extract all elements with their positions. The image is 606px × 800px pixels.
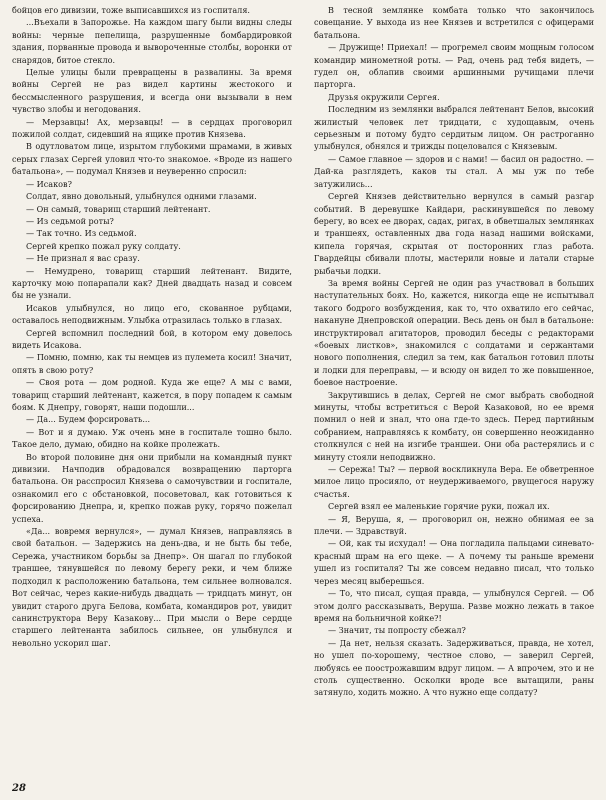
paragraph: — Так точно. Из седьмой. bbox=[26, 228, 137, 239]
paragraph: В одутловатом лице, изрытом глубокими шрамами, в живых серых глазах Сергей уловил что-то знакомое. «Вроде из нашего батальона», — подумал Князев и неуверенно спросил: bbox=[12, 141, 292, 177]
paragraph: В тесной землянке комбата только что закончилось совещание. У выхода из нее Князев и встретился с офицерами батальона. bbox=[314, 5, 594, 40]
paragraph: — Значит, ты попросту сбежал? bbox=[328, 625, 466, 636]
paragraph: — Исаков? bbox=[26, 178, 72, 189]
paragraph: «Да... вовремя вернулся», — думал Князев, направляясь в свой батальон. — Задержись на день-два, и не быть бы тебе, Сережа, участником борьбы за Днепр». Он шагал по глубокой траншее, тянувшейся по левому берегу реки, и чем ближе подходил к расположению батальона, тем сильнее волновался. Вот сейчас, через какие-нибудь двадцать — тридцать минут, он увидит старого друга Белова, комбата, командиров рот, увидит санинструктора Веру Казакову... При мысли о Вере сердце старшего лейтенанта забилось сильнее, он улыбнулся и невольно ускорил шаг. bbox=[12, 526, 292, 648]
paragraph: — Я, Веруша, я, — проговорил он, нежно обнимая ее за плечи. — Здравствуй. bbox=[314, 513, 594, 537]
paragraph: — Мерзавцы! Ах, мерзавцы! — в сердцах проговорил пожилой солдат, сидевший на ящике против Князева. bbox=[12, 116, 292, 140]
paragraph: Последним из землянки выбрался лейтенант Белов, высокий жилистый человек лет тридцати, с худощавым, очень серьезным и потому будто сердитым лицом. Он растроганно улыбнулся, обнялся и трижды поцеловался с Князевым. bbox=[314, 104, 594, 152]
paragraph: бойцов его дивизии, тоже выписавшихся из госпиталя. bbox=[12, 5, 250, 15]
paragraph: Сергей Князев действительно вернулся в самый разгар событий. В деревушке Кайдари, раскинувшейся по левому берегу, во всех ее дворах, садах, ригах, в обветшалых землянках и траншеях, оставленных два года назад нашими войсками, кипела горячая, скрытая от посторонних глаз работа. Гвардейцы сбивали плоты, мастерили новые и латали старые рыбачьи лодки. bbox=[314, 191, 594, 276]
right-column bbox=[314, 4, 594, 699]
paragraph: Сергей вспомнил последний бой, в котором ему довелось видеть Исакова. bbox=[12, 327, 292, 350]
paragraph: — Да... Будем форсировать... bbox=[26, 414, 151, 425]
paragraph: Сергей крепко пожал руку солдату. bbox=[26, 240, 181, 251]
paragraph: — Немудрено, товарищ старший лейтенант. Видите, карточку мою попарапали как? Дней двадцать назад и совсем бы не узнали. bbox=[12, 265, 292, 301]
paragraph: Исаков улыбнулся, но лицо его, скованное рубцами, оставалось неподвижным. Улыбка отразилась только в глазах. bbox=[12, 302, 292, 326]
paragraph: — Дружище! Приехал! — прогремел своим мощным голосом командир минометной роты. — Рад, очень рад тебя видеть, — гудел он, облапив своими аршинными ручищами плечи парторга. bbox=[314, 42, 594, 90]
paragraph: — Не признал я вас сразу. bbox=[26, 253, 140, 264]
paragraph: — Да нет, нельзя сказать. Задерживаться, правда, не хотел, но ушел по-хорошему, честное слово, — заверил Сергей, любуясь ее поострожавшим вдруг лицом. — А впрочем, это и не столь существенно. Осколки вроде все вытащили, раны затянуло, ходить можно. А что нужно еще солдату? bbox=[314, 637, 594, 698]
paragraph: — Вот и я думаю. Уж очень мне в госпитале тошно было. Такое дело, думаю, обидно на койке пролежать. bbox=[12, 426, 292, 450]
paragraph: — Своя рота — дом родной. Куда же еще? А мы с вами, товарищ старший лейтенант, кажется, в пору попадем к самым боям. К Днепру, говорят, наши подошли... bbox=[12, 377, 292, 412]
paragraph: — Он самый, товарищ старший лейтенант. bbox=[26, 203, 211, 214]
paragraph: Друзья окружили Сергея. bbox=[328, 91, 440, 102]
paragraph: Во второй половине дня они прибыли на командный пункт дивизии. Начподив обрадовался возвращению парторга батальона. Он расспросил Князева о самочувствии и госпитале, ознакомил его с обстановкой, посоветовал, как готовиться к форсированию Днепра, и, крепко пожав руку, горячо пожелал успеха. bbox=[12, 451, 292, 524]
left-column bbox=[12, 4, 292, 649]
paragraph: — Помню, помню, как ты немцев из пулемета косил! Значит, опять в свою роту? bbox=[12, 352, 292, 375]
paragraph: Солдат, явно довольный, улыбнулся одними глазами. bbox=[26, 191, 257, 202]
paragraph: — То, что писал, сущая правда, — улыбнулся Сергей. — Об этом долго рассказывать, Веруша. Разве можно лежать в такое время на больничной койке?! bbox=[314, 588, 594, 623]
paragraph: — Ой, как ты исхудал! — Она погладила пальцами синевато-красный шрам на его щеке. — А почему ты раньше времени ушел из госпиталя? Ты же совсем недавно писал, что только через месяц выберешься. bbox=[314, 538, 594, 586]
paragraph: — Сережа! Ты? — первой воскликнула Вера. Ее обветренное милое лицо просияло, от неудерживаемого, рвущегося наружу счастья. bbox=[314, 464, 594, 499]
paragraph: Целые улицы были превращены в развалины. За время войны Сергей не раз видел картины жестокого и бессмысленного разрушения, и всегда они вызывали в нем чувство злобы и негодования. bbox=[12, 67, 292, 115]
paragraph: За время войны Сергей не один раз участвовал в больших наступательных боях. Но, кажется, никогда еще не испытывал такого бодрого возбуждения, как то, что охватило его сейчас, накануне Днепровской операции. Весь день он был в батальоне: инструктировал агитаторов, проводил беседы с редакторами «боевых листков», знакомился с солдатами и сержантами нового пополнения, следил за тем, как батальон готовил плоты и лодки для переправы, — и всюду он видел то же повышенное, боевое настроение. bbox=[314, 277, 594, 388]
paragraph: — Самое главное — здоров и с нами! — басил он радостно. — Дай-ка разглядеть, каков ты стал. А мы уж по тебе затужились... bbox=[314, 153, 594, 189]
page-number: 28 bbox=[12, 783, 26, 794]
paragraph: Сергей взял ее маленькие горячие руки, пожал их. bbox=[328, 501, 550, 512]
paragraph: ...Въехали в Запорожье. На каждом шагу были видны следы войны: черные пепелища, разрушенные бомбардировкой здания, порванные провода и вывороченные столбы, воронки от снарядов, битое стекло. bbox=[12, 17, 292, 65]
paragraph: Закрутившись в делах, Сергей не смог выбрать свободной минуты, чтобы встретиться с Верой Казаковой, но ее время помнил о ней и знал, что она где-то здесь. Перед партийным собранием, направляясь к комбату, он совершенно неожиданно столкнулся с ней на изгибе траншеи. Они оба растерялись и с минуту стояли неподвижно. bbox=[314, 389, 594, 462]
paragraph: — Из седьмой роты? bbox=[26, 215, 114, 226]
